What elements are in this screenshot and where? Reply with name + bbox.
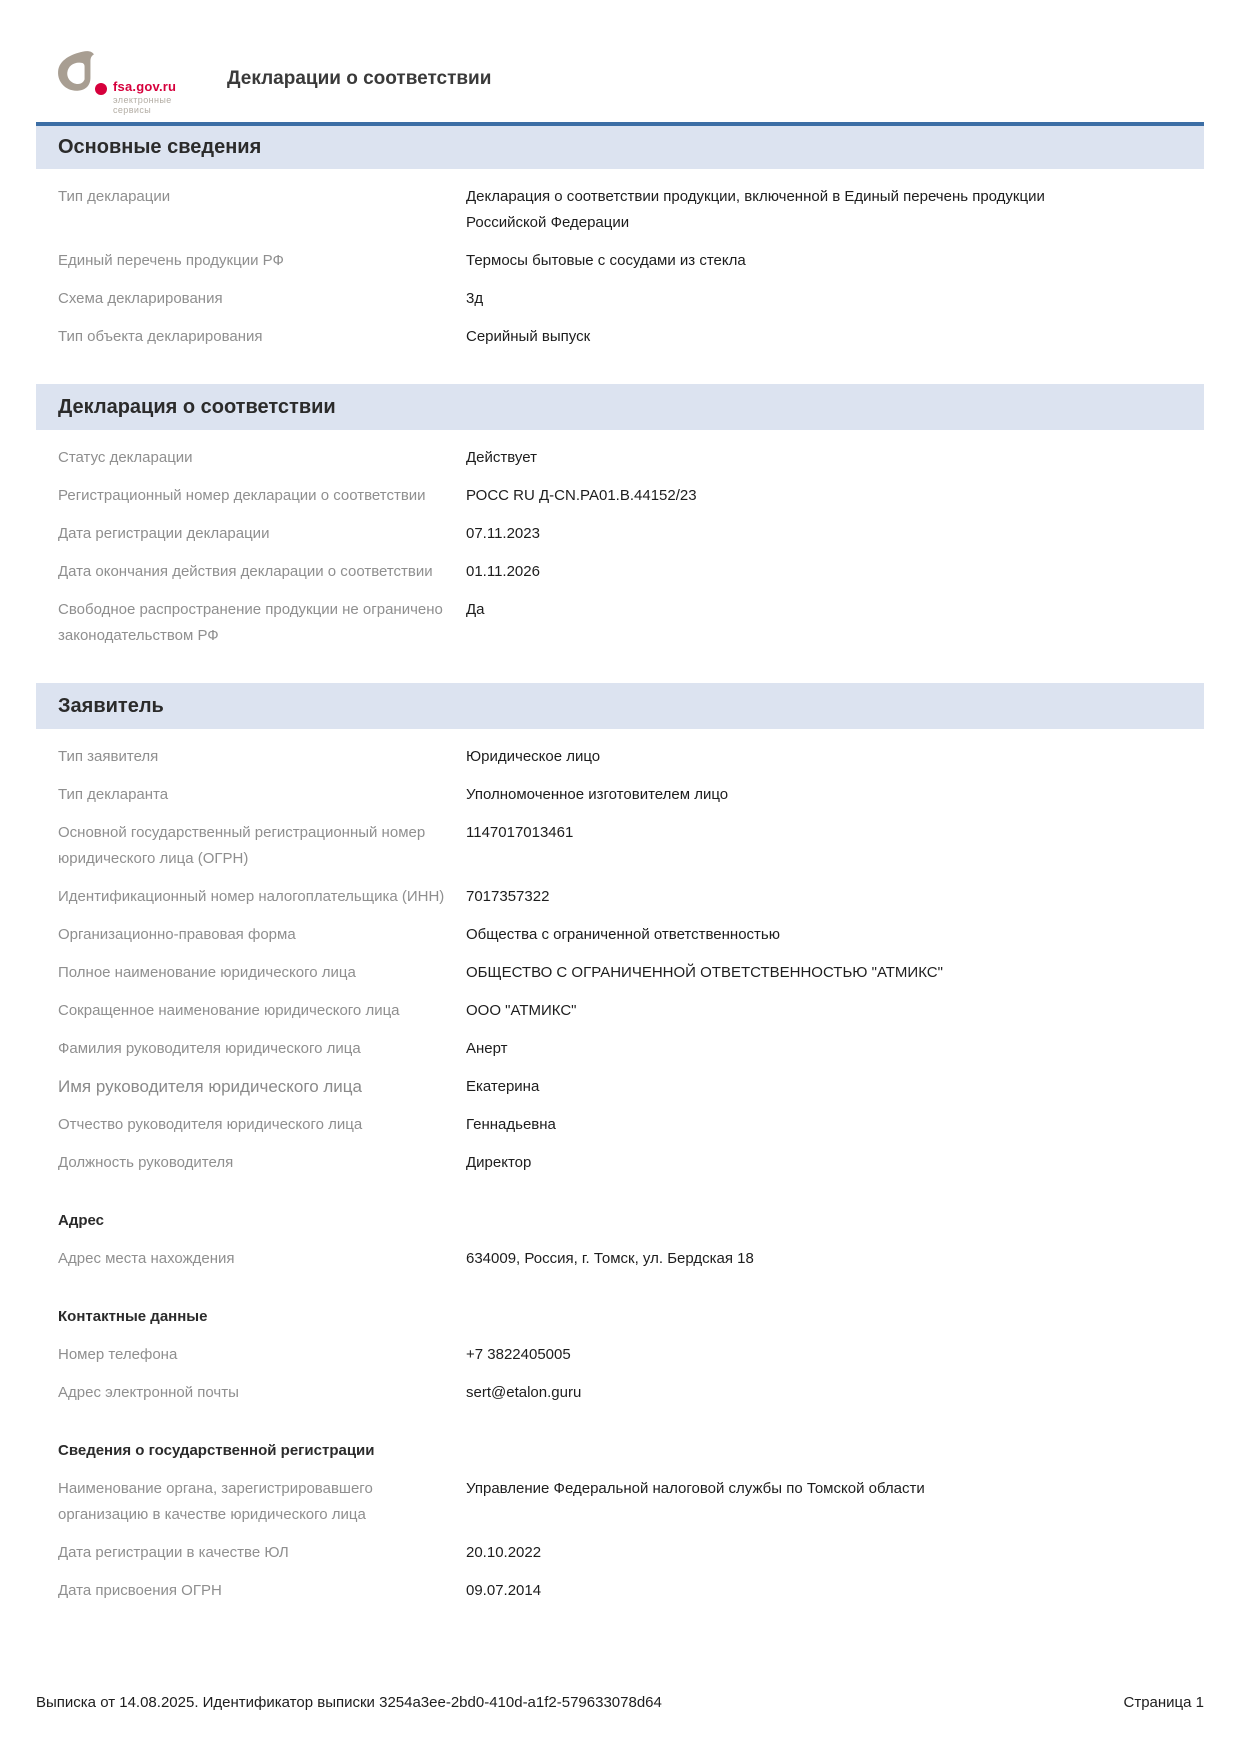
field-value: Серийный выпуск [466, 328, 591, 345]
section [36, 122, 1204, 362]
section-title: Основные сведения [58, 136, 262, 158]
field-label: Тип объекта декларирования [58, 328, 263, 345]
field-label: Дата регистрации в качестве ЮЛ [58, 1544, 289, 1561]
fsa-logo-dot-icon [95, 83, 107, 95]
field-label: Организационно-правовая форма [58, 926, 296, 943]
field-label: Отчество руководителя юридического лица [58, 1116, 363, 1133]
field-row [58, 814, 1182, 878]
field-row [58, 178, 1182, 242]
field-row [58, 553, 1182, 591]
field-row [58, 242, 1182, 280]
field-value: Общества с ограниченной ответственностью [466, 926, 780, 943]
field-value: 20.10.2022 [466, 1544, 542, 1561]
field-row [58, 1068, 1182, 1106]
field-value: Термосы бытовые с сосудами из стекла [466, 252, 746, 269]
fsa-brand-tagline: электронные сервисы [113, 95, 172, 115]
field-value: Декларация о соответствии продукции, включенной в Единый перечень продукции Российской Федерации [466, 188, 1045, 231]
footer-extract-info: Выписка от 14.08.2025. Идентификатор выписки 3254a3ee-2bd0-410d-a1f2-579633078d64 [36, 1694, 662, 1711]
field-label: Номер телефона [58, 1346, 178, 1363]
field-label: Адрес электронной почты [58, 1384, 239, 1401]
field-row [58, 878, 1182, 916]
field-value: 3д [466, 290, 484, 307]
field-row [58, 954, 1182, 992]
field-label: Дата присвоения ОГРН [58, 1582, 222, 1599]
field-value: 634009, Россия, г. Томск, ул. Бердская 18 [466, 1250, 754, 1267]
field-row [58, 1336, 1182, 1374]
page-title: Декларации о соответствии [227, 67, 492, 89]
section-header [36, 122, 1204, 169]
field-label: Наименование органа, зарегистрировавшего организацию в качестве юридического лица [58, 1480, 373, 1523]
fsa-logo-mark-icon [56, 50, 98, 92]
field-value: +7 3822405005 [466, 1346, 571, 1363]
field-value: Управление Федеральной налоговой службы по Томской области [466, 1480, 925, 1497]
section-title: Декларация о соответствии [58, 395, 336, 418]
field-row [58, 738, 1182, 776]
field-label: Фамилия руководителя юридического лица [58, 1040, 361, 1057]
field-row [58, 515, 1182, 553]
field-label: Свободное распространение продукции не ограничено законодательством РФ [58, 601, 443, 644]
field-label: Должность руководителя [58, 1154, 234, 1171]
field-value: Анерт [466, 1040, 508, 1057]
field-row [58, 318, 1182, 356]
field-row [58, 477, 1182, 515]
field-value: Директор [466, 1154, 532, 1171]
field-value: 7017357322 [466, 888, 550, 905]
field-row [58, 1240, 1182, 1278]
field-row [58, 1470, 1182, 1534]
field-value: 09.07.2014 [466, 1582, 542, 1599]
subsection-heading: Контактные данные [58, 1308, 208, 1325]
field-label: Полное наименование юридического лица [58, 964, 356, 981]
subsection-heading: Адрес [58, 1212, 105, 1229]
field-value: Да [466, 601, 485, 618]
field-label: Тип декларации [58, 188, 171, 205]
field-value: РОСС RU Д-CN.РА01.B.44152/23 [466, 487, 697, 504]
section-body [36, 169, 1204, 362]
field-row [58, 992, 1182, 1030]
field-label: Адрес места нахождения [58, 1250, 235, 1267]
field-row [58, 776, 1182, 814]
field-label: Идентификационный номер налогоплательщика (ИНН) [58, 888, 445, 905]
document-footer [36, 1694, 1204, 1711]
field-value: Екатерина [466, 1078, 540, 1095]
field-row [58, 591, 1182, 655]
field-label: Дата регистрации декларации [58, 525, 270, 542]
section-header [36, 683, 1204, 729]
section-body [36, 430, 1204, 661]
field-value: Геннадьевна [466, 1116, 556, 1133]
field-label: Тип заявителя [58, 748, 159, 765]
fsa-logo [56, 50, 206, 115]
field-label: Тип декларанта [58, 786, 169, 803]
section-header [36, 384, 1204, 430]
field-value: ООО "АТМИКС" [466, 1002, 577, 1019]
field-label: Схема декларирования [58, 290, 223, 307]
field-label: Имя руководителя юридического лица [58, 1077, 362, 1096]
field-label: Регистрационный номер декларации о соответствии [58, 487, 426, 504]
footer-page-number: Страница 1 [1123, 1694, 1204, 1711]
field-value: 07.11.2023 [466, 525, 540, 542]
field-value: sert@etalon.guru [466, 1384, 582, 1401]
fsa-brand-text: fsa.gov.ru [113, 79, 177, 94]
section-title: Заявитель [58, 694, 164, 717]
field-value: Уполномоченное изготовителем лицо [466, 786, 729, 803]
field-label: Статус декларации [58, 449, 193, 466]
field-row [58, 280, 1182, 318]
field-label: Дата окончания действия декларации о соответствии [58, 563, 433, 580]
field-value: Действует [466, 449, 537, 466]
field-value: ОБЩЕСТВО С ОГРАНИЧЕННОЙ ОТВЕТСТВЕННОСТЬЮ "АТМИКС" [466, 964, 943, 981]
field-label: Единый перечень продукции РФ [58, 252, 284, 269]
field-label: Сокращенное наименование юридического лица [58, 1002, 400, 1019]
field-row [58, 916, 1182, 954]
field-row [58, 1374, 1182, 1412]
field-row [58, 1106, 1182, 1144]
section-body [36, 729, 1204, 1616]
field-value: 1147017013461 [466, 824, 574, 841]
field-row [58, 439, 1182, 477]
field-row [58, 1144, 1182, 1182]
sections [36, 122, 1204, 1616]
field-value: Юридическое лицо [466, 748, 601, 765]
section [36, 683, 1204, 1616]
document-header [0, 0, 1240, 115]
field-row [58, 1534, 1182, 1572]
section [36, 384, 1204, 661]
subsection-heading: Сведения о государственной регистрации [58, 1442, 375, 1459]
field-row [58, 1572, 1182, 1610]
field-label: Основной государственный регистрационный номер юридического лица (ОГРН) [58, 824, 426, 867]
field-row [58, 1030, 1182, 1068]
field-value: 01.11.2026 [466, 563, 540, 580]
